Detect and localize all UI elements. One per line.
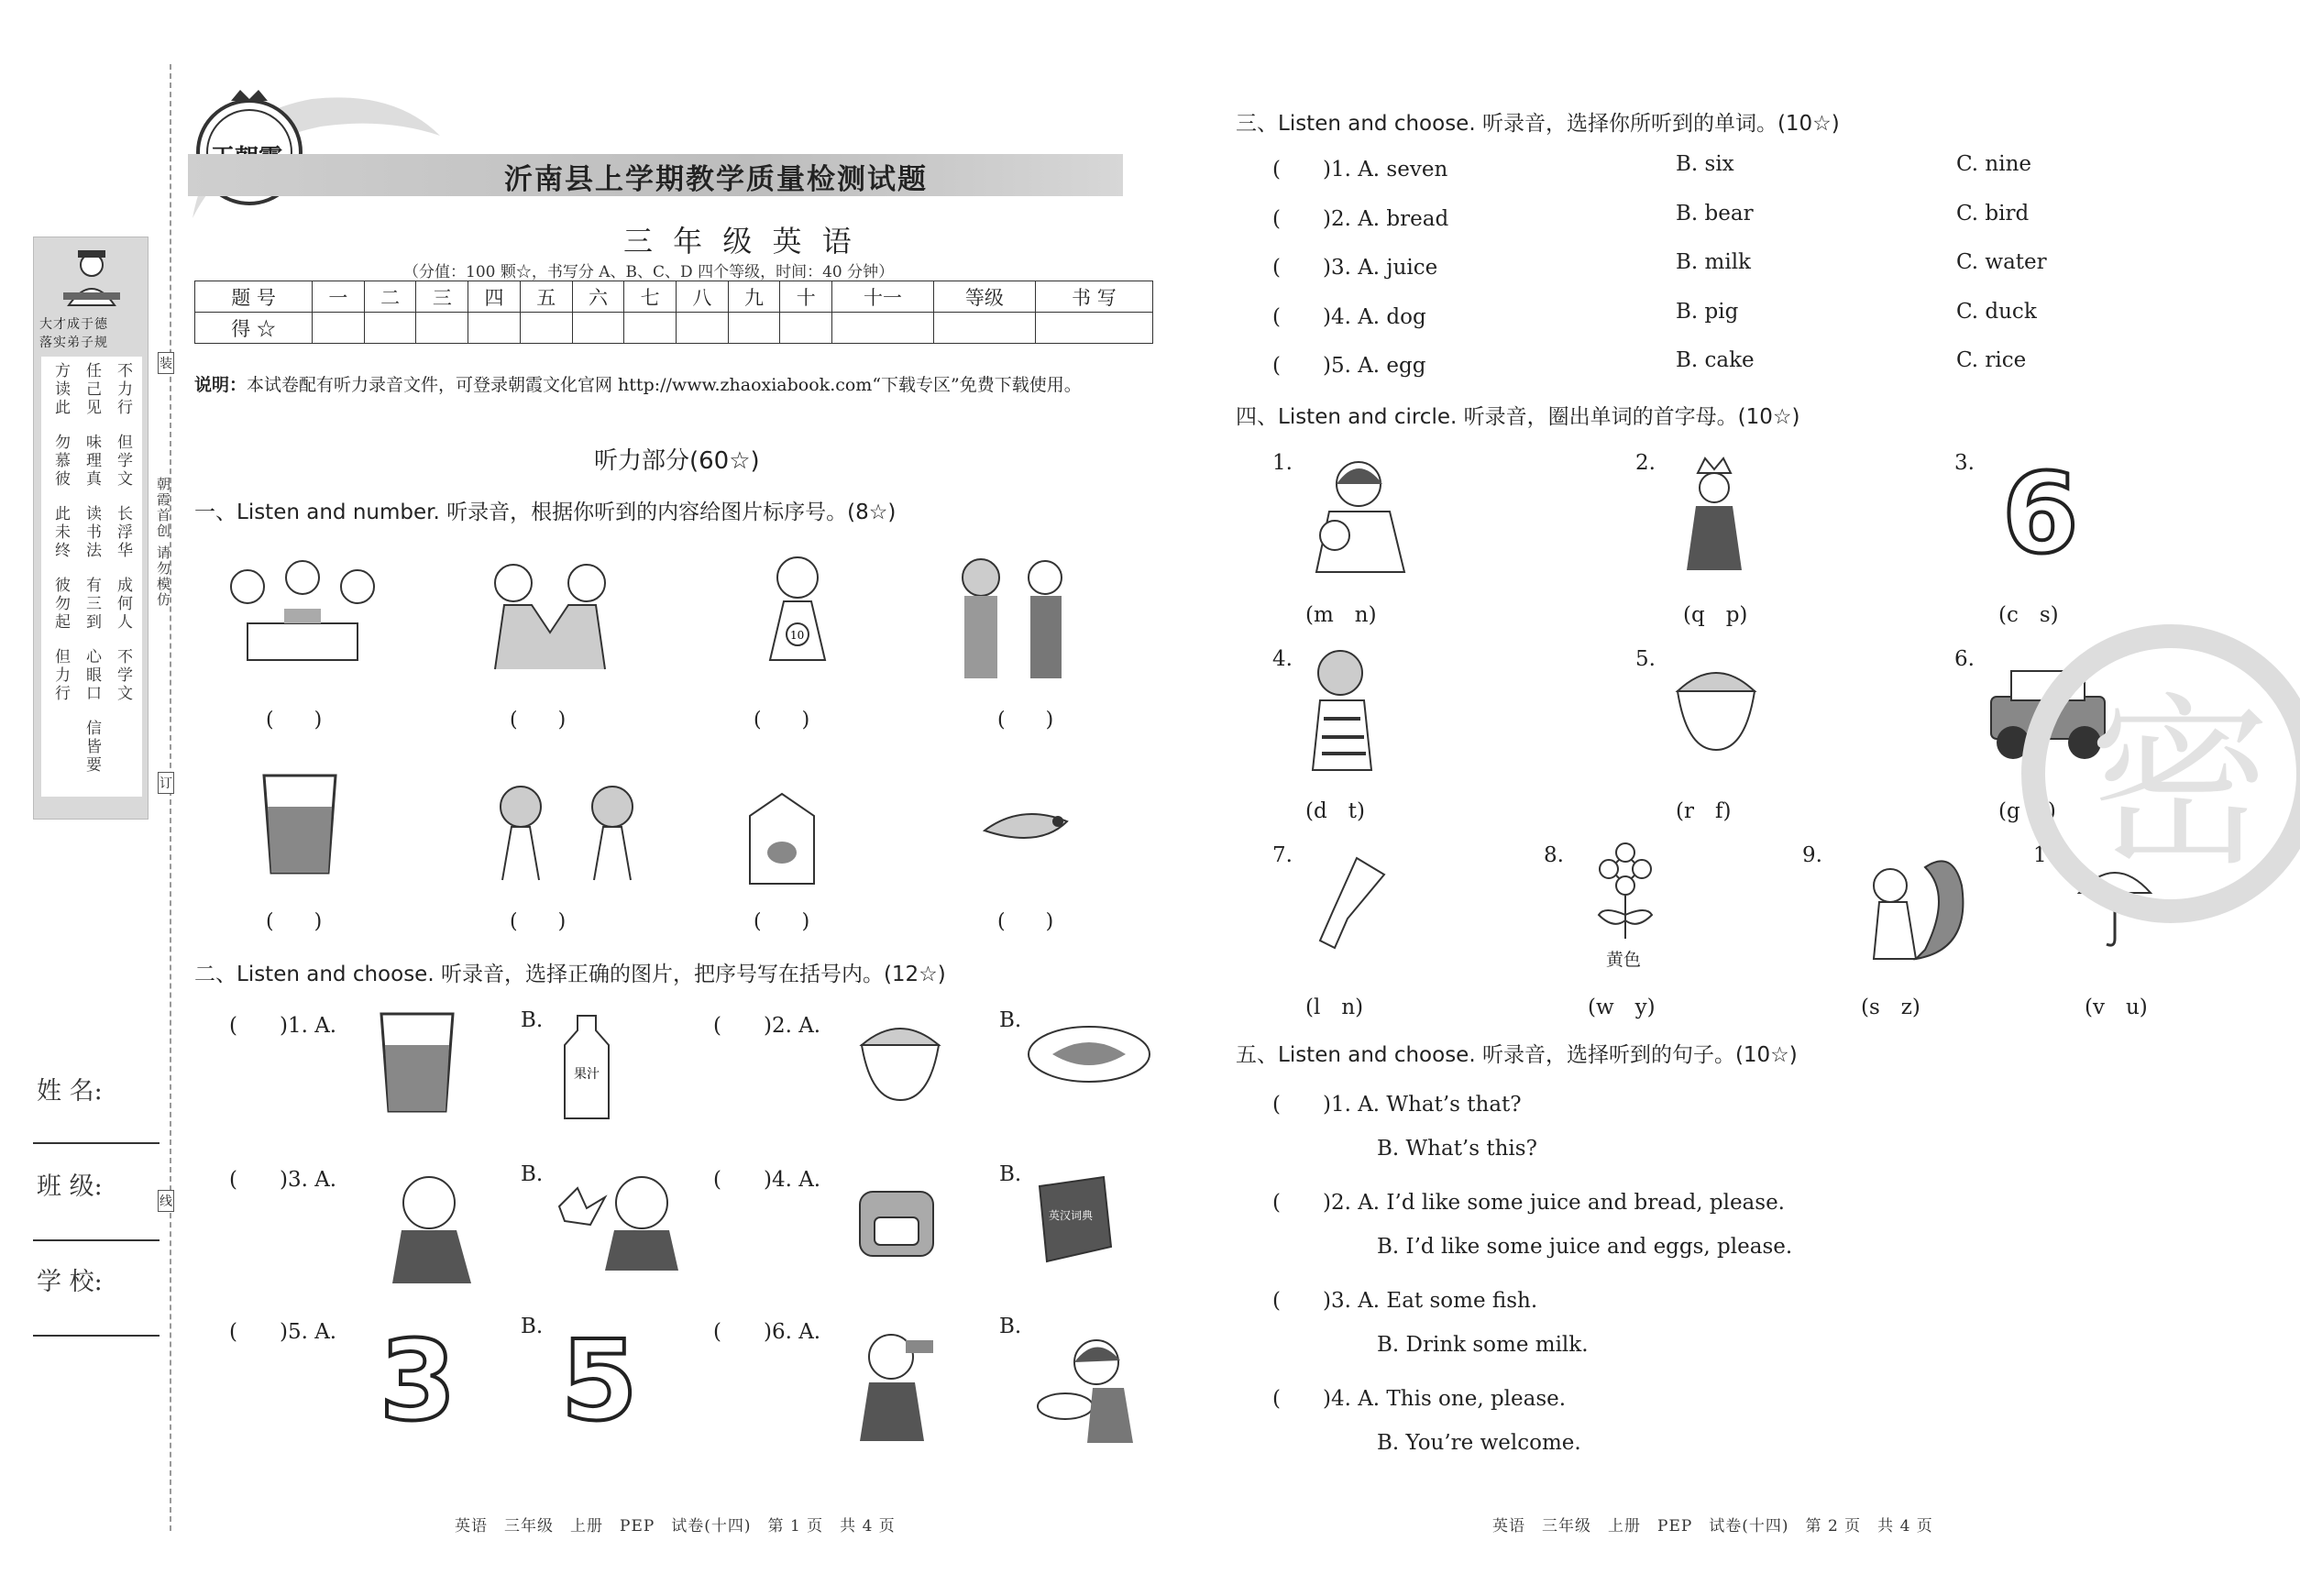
sec1-paren-5[interactable]: ( ) xyxy=(266,910,323,933)
exam-subtitle: 三 年 级 英 语 xyxy=(623,224,857,259)
score-cell[interactable] xyxy=(468,313,521,344)
part-title: 听力部分(60☆) xyxy=(594,447,760,475)
score-header-cell: 一 xyxy=(313,281,365,313)
number-five-image xyxy=(557,1320,640,1430)
sec2-q2-b: B. xyxy=(999,1008,1022,1032)
score-header-cell: 九 xyxy=(728,281,780,313)
sec4-num-4: 4. xyxy=(1272,647,1293,671)
seal-3: 线 xyxy=(158,1190,174,1212)
sec4-num-7: 7. xyxy=(1272,843,1293,867)
girl-ten-image xyxy=(743,550,853,688)
mother-baby-image xyxy=(1298,457,1408,576)
squirrel-image xyxy=(1843,849,1971,968)
glass-of-water-image xyxy=(259,770,341,880)
sec3-option-b: B. cake xyxy=(1676,348,1755,372)
score-cell[interactable] xyxy=(728,313,780,344)
score-header-cell: 三 xyxy=(416,281,468,313)
milk-carton-image xyxy=(741,788,823,889)
score-cell[interactable] xyxy=(933,313,1035,344)
boy-pointing-self-image xyxy=(370,1170,480,1283)
sec3-title: 三、Listen and choose. 听录音，选择你所听到的单词。(10☆) xyxy=(1236,112,1840,136)
sec3-question[interactable]: ( )5. A. egg xyxy=(1272,354,1426,378)
score-header-cell: 十一 xyxy=(832,281,934,313)
sec4-opt-9[interactable]: (s z) xyxy=(1861,996,1920,1019)
sec4-num-6: 6. xyxy=(1954,647,1975,671)
sec4-num-8: 8. xyxy=(1544,843,1564,867)
sec2-q4[interactable]: ( )4. A. xyxy=(713,1168,821,1192)
greeting-image xyxy=(953,550,1073,688)
motto-panel xyxy=(33,237,149,820)
sec3-question[interactable]: ( )3. A. juice xyxy=(1272,256,1438,280)
score-cell[interactable] xyxy=(1035,313,1152,344)
boy-hurt-image xyxy=(550,1170,688,1271)
sec2-q5[interactable]: ( )5. A. xyxy=(229,1320,337,1344)
sec3-question[interactable]: ( )1. A. seven xyxy=(1272,158,1448,182)
score-cell[interactable] xyxy=(780,313,832,344)
class-label: 班 级: xyxy=(37,1172,103,1201)
sec4-title: 四、Listen and circle. 听录音，圈出单词的首字母。(10☆) xyxy=(1236,405,1800,429)
sec2-q1[interactable]: ( )1. A. xyxy=(229,1014,337,1038)
glass-of-water-image xyxy=(376,1008,458,1118)
svg-text:密: 密 xyxy=(2088,677,2272,891)
score-header-cell: 五 xyxy=(520,281,572,313)
sec4-num-2: 2. xyxy=(1635,451,1656,475)
sec5-option-b: B. What’s this? xyxy=(1377,1137,1537,1161)
sec2-q6-b: B. xyxy=(999,1315,1022,1338)
exam-title: 沂南县上学期教学质量检测试题 xyxy=(504,163,928,196)
score-cell[interactable] xyxy=(313,313,365,344)
sec4-num-1: 1. xyxy=(1272,451,1293,475)
handshake-image xyxy=(477,559,623,678)
svg-text:5: 5 xyxy=(561,1320,638,1430)
sec5-option-b: B. Drink some milk. xyxy=(1377,1333,1589,1357)
sec3-option-c: C. bird xyxy=(1956,201,2030,226)
score-label-cell: 得 ☆ xyxy=(195,313,313,344)
sec3-option-c: C. nine xyxy=(1956,152,2031,176)
sec3-option-c: C. water xyxy=(1956,250,2047,274)
name-line[interactable] xyxy=(33,1142,160,1144)
score-header-cell: 等级 xyxy=(933,281,1035,313)
sec3-option-c: C. rice xyxy=(1956,348,2027,372)
queen-image xyxy=(1678,455,1751,574)
sec3-option-b: B. milk xyxy=(1676,250,1751,274)
sec1-paren-6[interactable]: ( ) xyxy=(510,910,567,933)
sec5-option-b: B. I’d like some juice and eggs, please. xyxy=(1377,1235,1793,1259)
leg-image xyxy=(1311,853,1393,953)
bird-image xyxy=(975,794,1085,867)
sec1-paren-2[interactable]: ( ) xyxy=(510,709,567,732)
sec4-opt-8[interactable]: (w y) xyxy=(1588,996,1656,1019)
score-header-cell: 二 xyxy=(364,281,416,313)
sec1-paren-4[interactable]: ( ) xyxy=(997,709,1054,732)
score-cell[interactable] xyxy=(520,313,572,344)
sec5-question[interactable]: ( )4. A. This one, please. xyxy=(1272,1387,1567,1411)
sec3-option-b: B. six xyxy=(1676,152,1734,176)
footer-right: 英语 三年级 上册 PEP 试卷(十四) 第 2 页 共 4 页 xyxy=(1492,1517,1933,1535)
svg-text:果汁: 果汁 xyxy=(574,1067,600,1082)
score-cell[interactable] xyxy=(572,313,624,344)
exam-meta: （分值：100 颗☆，书写分 A、B、C、D 四个等级，时间：40 分钟） xyxy=(403,263,895,281)
sec4-opt-10[interactable]: (v u) xyxy=(2085,996,2148,1019)
sec1-paren-8[interactable]: ( ) xyxy=(997,910,1054,933)
sec2-q1-b: B. xyxy=(521,1008,544,1032)
number-three-image xyxy=(376,1320,458,1430)
footer-left: 英语 三年级 上册 PEP 试卷(十四) 第 1 页 共 4 页 xyxy=(455,1517,896,1535)
score-header-cell: 七 xyxy=(624,281,677,313)
tiger-image xyxy=(1291,645,1392,774)
kids-birthday-image xyxy=(211,550,394,678)
boy-drinking-image xyxy=(851,1327,942,1441)
score-cell[interactable] xyxy=(364,313,416,344)
sec5-question[interactable]: ( )1. A. What’s that? xyxy=(1272,1093,1522,1117)
svg-text:英汉词典: 英汉词典 xyxy=(1049,1209,1094,1222)
sec2-q3-b: B. xyxy=(521,1162,544,1186)
svg-text:6: 6 xyxy=(2002,453,2079,563)
sec4-opt-4[interactable]: (d t) xyxy=(1305,799,1365,823)
score-table xyxy=(194,281,1153,344)
girl-eating-image xyxy=(1032,1333,1142,1443)
sec4-num-5: 5. xyxy=(1635,647,1656,671)
sec2-q6[interactable]: ( )6. A. xyxy=(713,1320,821,1344)
sec2-q4-b: B. xyxy=(999,1162,1022,1186)
motto-top: 大才成于德 xyxy=(39,317,108,332)
flower-caption: 黄色 xyxy=(1606,950,1642,970)
class-line[interactable] xyxy=(33,1239,160,1241)
schoolbag-image xyxy=(851,1177,942,1260)
sec4-opt-7[interactable]: (l n) xyxy=(1305,996,1364,1019)
sec5-question[interactable]: ( )3. A. Eat some fish. xyxy=(1272,1289,1538,1313)
monkeys-image xyxy=(466,779,658,889)
sec3-question[interactable]: ( )4. A. dog xyxy=(1272,304,1426,329)
sec5-question[interactable]: ( )2. A. I’d like some juice and bread, please. xyxy=(1272,1191,1785,1215)
motto-columns: 不力行 但学文 长浮华 成何人 不学文 任己见 味理真 读书法 有三到 心眼口 信皆要 方读此 勿慕彼 此未终 彼勿起 但力行 xyxy=(41,357,142,797)
sec5-title: 五、Listen and choose. 听录音，选择听到的句子。(10☆) xyxy=(1236,1043,1798,1067)
score-cell[interactable] xyxy=(832,313,934,344)
sec3-option-b: B. bear xyxy=(1676,201,1754,226)
sec4-opt-6[interactable]: (g j) xyxy=(1998,799,2056,823)
fish-plate-image xyxy=(1025,1021,1153,1085)
sec4-num-9: 9. xyxy=(1802,843,1822,867)
score-header-cell: 十 xyxy=(780,281,832,313)
vertical-notice: 朝霞首创 请勿模仿 xyxy=(155,477,171,608)
sec1-paren-3[interactable]: ( ) xyxy=(754,709,810,732)
binding-dashed-line xyxy=(170,64,171,1531)
seal-2: 订 xyxy=(158,772,174,794)
sec3-option-b: B. pig xyxy=(1676,299,1739,324)
sec4-opt-2[interactable]: (q p) xyxy=(1683,603,1748,627)
rice-bowl-image xyxy=(856,1012,944,1104)
score-cell[interactable] xyxy=(677,313,729,344)
scholar-icon xyxy=(61,245,122,309)
motto-bottom: 落实弟子规 xyxy=(39,336,108,350)
sec4-opt-5[interactable]: (r f) xyxy=(1676,799,1732,823)
rice-bowl-image xyxy=(1672,655,1760,755)
flower-image xyxy=(1586,842,1665,942)
score-header-cell: 四 xyxy=(468,281,521,313)
number-six-image xyxy=(1998,453,2090,563)
score-header-cell: 书 写 xyxy=(1035,281,1152,313)
sec1-paren-7[interactable]: ( ) xyxy=(754,910,810,933)
score-cell[interactable] xyxy=(416,313,468,344)
name-label: 姓 名: xyxy=(37,1077,103,1106)
sec2-title: 二、Listen and choose. 听录音，选择正确的图片，把序号写在括号内。(12☆) xyxy=(194,963,946,986)
sec4-opt-1[interactable]: (m n) xyxy=(1305,603,1377,627)
sec3-option-c: C. duck xyxy=(1956,299,2037,324)
sec2-q3[interactable]: ( )3. A. xyxy=(229,1168,337,1192)
sec2-q2[interactable]: ( )2. A. xyxy=(713,1014,821,1038)
score-header-cell: 八 xyxy=(677,281,729,313)
note: 说明：本试卷配有听力录音文件，可登录朝霞文化官网 http://www.zhaoxiabook.com“下载专区”免费下载使用。 xyxy=(194,375,1082,395)
svg-text:3: 3 xyxy=(380,1320,457,1430)
score-header-cell: 六 xyxy=(572,281,624,313)
sec4-num-10: 10. xyxy=(2033,843,2067,867)
juice-bottle-image xyxy=(559,1012,614,1122)
sec1-title: 一、Listen and number. 听录音，根据你听到的内容给图片标序号。(8☆) xyxy=(194,501,897,524)
score-cell[interactable] xyxy=(624,313,677,344)
stamp-watermark xyxy=(2015,618,2300,930)
sec1-paren-1[interactable]: ( ) xyxy=(266,709,323,732)
school-line[interactable] xyxy=(33,1335,160,1337)
sec2-q5-b: B. xyxy=(521,1315,544,1338)
school-label: 学 校: xyxy=(37,1268,103,1296)
score-header-cell: 题 号 xyxy=(195,281,313,313)
seal-1: 装 xyxy=(158,352,174,374)
sec5-option-b: B. You’re welcome. xyxy=(1377,1431,1581,1455)
sec3-question[interactable]: ( )2. A. bread xyxy=(1272,206,1449,231)
sec4-opt-3[interactable]: (c s) xyxy=(1998,603,2059,627)
svg-text:10: 10 xyxy=(790,629,805,642)
sec4-num-3: 3. xyxy=(1954,451,1975,475)
dictionary-image xyxy=(1030,1173,1118,1265)
